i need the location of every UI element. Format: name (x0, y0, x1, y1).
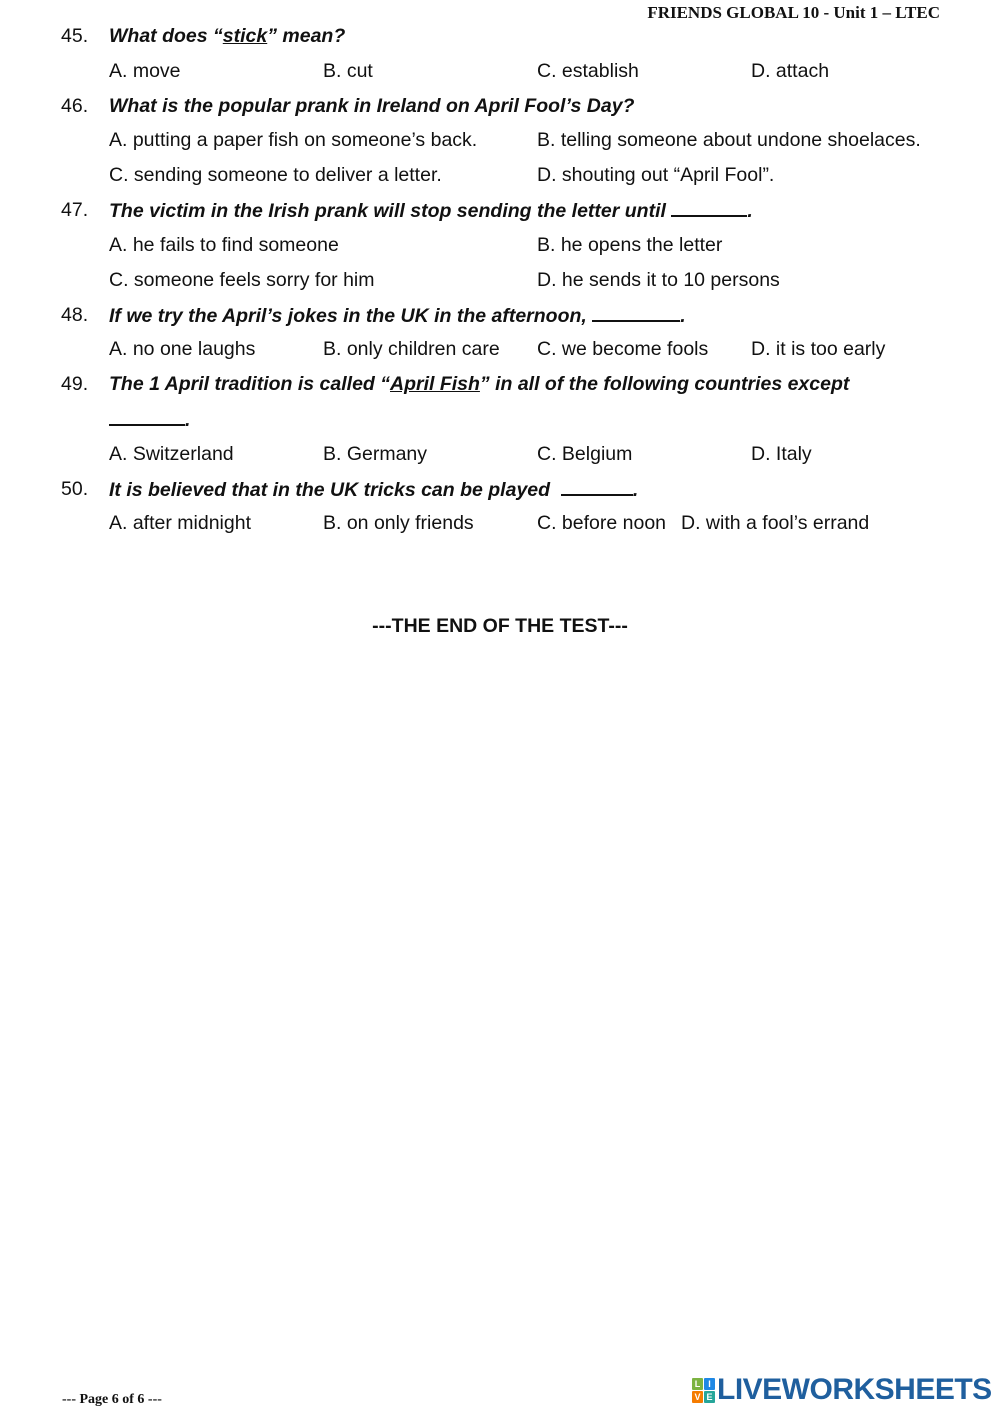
option-c: C. sending someone to deliver a letter. (109, 164, 442, 186)
answer-blank (671, 198, 747, 217)
question-text-part: . (185, 409, 191, 431)
end-of-test-text: ---THE END OF THE TEST--- (372, 615, 628, 637)
option-c: C. we become fools (537, 338, 709, 360)
underlined-word: April Fish (390, 373, 480, 395)
option-b: B. telling someone about undone shoelaces. (537, 129, 921, 151)
question-text-part: . (680, 305, 686, 327)
logo-tile: E (704, 1391, 715, 1403)
option-a: A. no one laughs (109, 338, 256, 360)
option-c: C. Belgium (537, 443, 633, 465)
option-a: A. he fails to find someone (109, 234, 339, 256)
logo-tile: V (692, 1391, 703, 1403)
option-a: A. move (109, 60, 181, 82)
answer-blank (561, 477, 633, 496)
option-d: D. with a fool’s errand (681, 512, 870, 534)
question-number: 50. (61, 478, 89, 500)
document-header: FRIENDS GLOBAL 10 - Unit 1 – LTEC (647, 3, 940, 22)
option-a: A. putting a paper fish on someone’s back. (109, 129, 478, 151)
option-b: B. he opens the letter (537, 234, 723, 256)
question-text-part: The victim in the Irish prank will stop sending the letter until (109, 200, 666, 222)
underlined-word: stick (222, 25, 268, 47)
option-c: C. establish (537, 60, 639, 82)
option-d: D. it is too early (751, 338, 886, 360)
question-text-part: It is believed that in the UK tricks can be played (109, 479, 551, 501)
question-text (109, 24, 345, 48)
question-text-continuation (109, 407, 190, 432)
option-d: D. he sends it to 10 persons (537, 269, 780, 291)
question-text-part: ” mean? (267, 25, 346, 47)
option-d: D. Italy (751, 443, 812, 465)
question-text: What is the popular prank in Ireland on April Fool’s Day? (109, 95, 635, 117)
option-b: B. cut (323, 60, 373, 82)
option-c: C. before noon (537, 512, 667, 534)
page-footer: --- Page 6 of 6 --- (62, 1392, 162, 1407)
liveworksheets-logo[interactable] (692, 1374, 992, 1406)
option-a: A. Switzerland (109, 443, 234, 465)
logo-tile: I (704, 1378, 715, 1390)
question-text (109, 198, 753, 223)
question-text-part: The 1 April tradition is called “ (109, 373, 390, 395)
option-b: B. on only friends (323, 512, 474, 534)
question-text-part: What does “ (109, 25, 223, 47)
question-text-part: ” in all of the following countries except (479, 373, 850, 395)
answer-blank (109, 407, 185, 426)
question-number: 45. (61, 25, 89, 47)
logo-text: LIVEWORKSHEETS (717, 1373, 992, 1406)
question-number: 48. (61, 304, 89, 326)
question-text (109, 477, 638, 502)
option-b: B. Germany (323, 443, 428, 465)
question-text (109, 303, 686, 328)
answer-blank (592, 303, 680, 322)
option-d: D. attach (751, 60, 830, 82)
option-c: C. someone feels sorry for him (109, 269, 375, 291)
question-number: 49. (61, 373, 89, 395)
question-text-part: If we try the April’s jokes in the UK in the afternoon, (109, 305, 587, 327)
logo-tiles-icon (692, 1378, 715, 1403)
question-number: 46. (61, 95, 89, 117)
question-text-part: . (747, 200, 753, 222)
question-number: 47. (61, 199, 89, 221)
option-d: D. shouting out “April Fool”. (537, 164, 775, 186)
logo-tile: L (692, 1378, 703, 1390)
option-a: A. after midnight (109, 512, 251, 534)
question-text (109, 372, 849, 396)
question-text-part: . (632, 479, 639, 501)
option-b: B. only children care (323, 338, 500, 360)
